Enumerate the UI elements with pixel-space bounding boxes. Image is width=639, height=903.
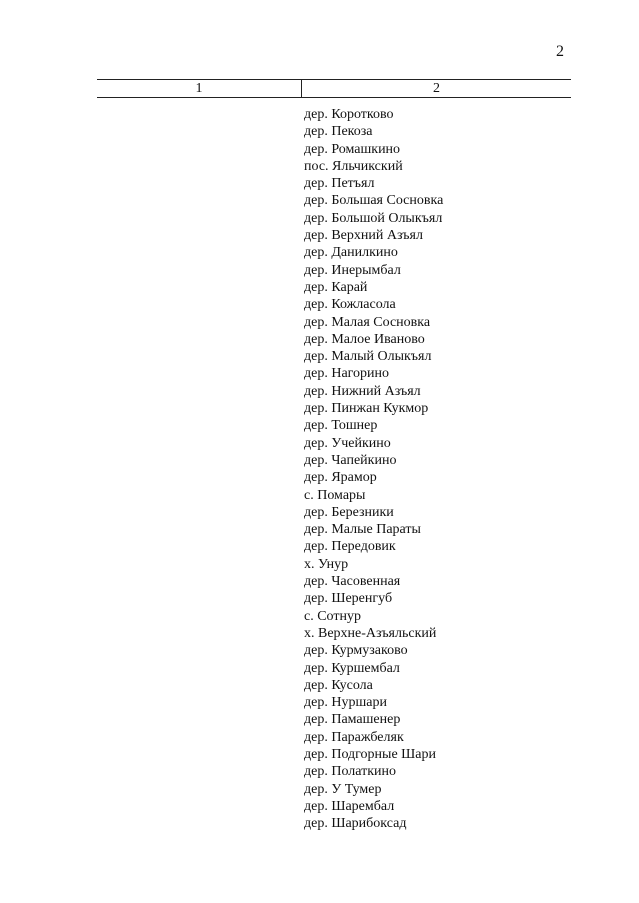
settlement-list-item: дер. Передовик — [304, 539, 396, 555]
settlement-list-item: дер. Ярамор — [304, 470, 377, 486]
settlement-list-item: дер. Кусола — [304, 677, 373, 693]
page-number: 2 — [556, 43, 564, 60]
settlement-list-item: дер. Малое Иваново — [304, 331, 425, 347]
column-header-2: 2 — [433, 81, 440, 96]
settlement-list-item: дер. Нагорино — [304, 366, 390, 382]
settlement-list-item: дер. Кожласола — [304, 297, 396, 313]
settlement-list-item: дер. Чапейкино — [304, 452, 397, 468]
settlement-list-item: дер. Данилкино — [304, 245, 398, 261]
settlement-list-item: дер. Паражбеляк — [304, 729, 404, 745]
settlement-list-item: дер. Нижний Азъял — [304, 383, 421, 399]
settlement-list-item: дер. Шеренгуб — [304, 591, 393, 607]
settlement-list-item: дер. Малый Олыкъял — [304, 349, 432, 365]
settlement-list-item: дер. Памашенер — [304, 712, 401, 728]
settlement-list-item: дер. Часовенная — [304, 574, 401, 590]
settlement-list-item: дер. Малая Сосновка — [304, 314, 431, 330]
settlement-list-item: дер. Большая Сосновка — [304, 193, 444, 209]
settlement-list-item: х. Унур — [304, 556, 349, 572]
settlement-list-item: дер. Березники — [304, 504, 394, 520]
settlement-list-item: дер. Подгорные Шари — [304, 746, 437, 762]
settlement-list — [304, 106, 443, 832]
settlement-list-item: дер. Шарибоксад — [304, 816, 407, 832]
settlement-list-item: дер. Нуршари — [304, 695, 387, 711]
settlement-list-item: дер. Большой Олыкъял — [304, 210, 443, 226]
table-header-row — [97, 79, 571, 98]
settlement-list-item: дер. Куршембал — [304, 660, 400, 676]
settlement-list-item: дер. Ромашкино — [304, 141, 401, 157]
settlement-list-item: дер. Карай — [304, 279, 368, 295]
settlement-list-item: дер. Коротково — [304, 107, 394, 122]
settlement-list-item: дер. Инерымбал — [304, 262, 401, 278]
settlement-list-item: дер. Малые Параты — [304, 522, 421, 538]
settlement-list-item: с. Помары — [304, 487, 366, 503]
settlement-list-item: дер. Курмузаково — [304, 643, 408, 659]
settlement-list-item: дер. Тошнер — [304, 418, 378, 434]
settlement-list-item: дер. Полаткино — [304, 764, 397, 780]
settlement-list-item: дер. Учейкино — [304, 435, 391, 451]
settlement-list-item: пос. Яльчикский — [304, 158, 403, 174]
settlement-list-item: дер. Петъял — [304, 176, 375, 192]
settlement-list-item: дер. Пинжан Кукмор — [304, 401, 429, 417]
column-header-1: 1 — [195, 81, 203, 96]
settlement-list-item: дер. Шарембал — [304, 798, 395, 814]
settlement-list-item: дер. У Тумер — [304, 781, 382, 797]
settlement-list-item: дер. Пекоза — [304, 124, 373, 140]
settlement-list-item: с. Сотнур — [304, 608, 361, 624]
settlement-list-item: х. Верхне-Азъяльский — [304, 625, 437, 641]
settlement-list-item: дер. Верхний Азъял — [304, 228, 423, 244]
